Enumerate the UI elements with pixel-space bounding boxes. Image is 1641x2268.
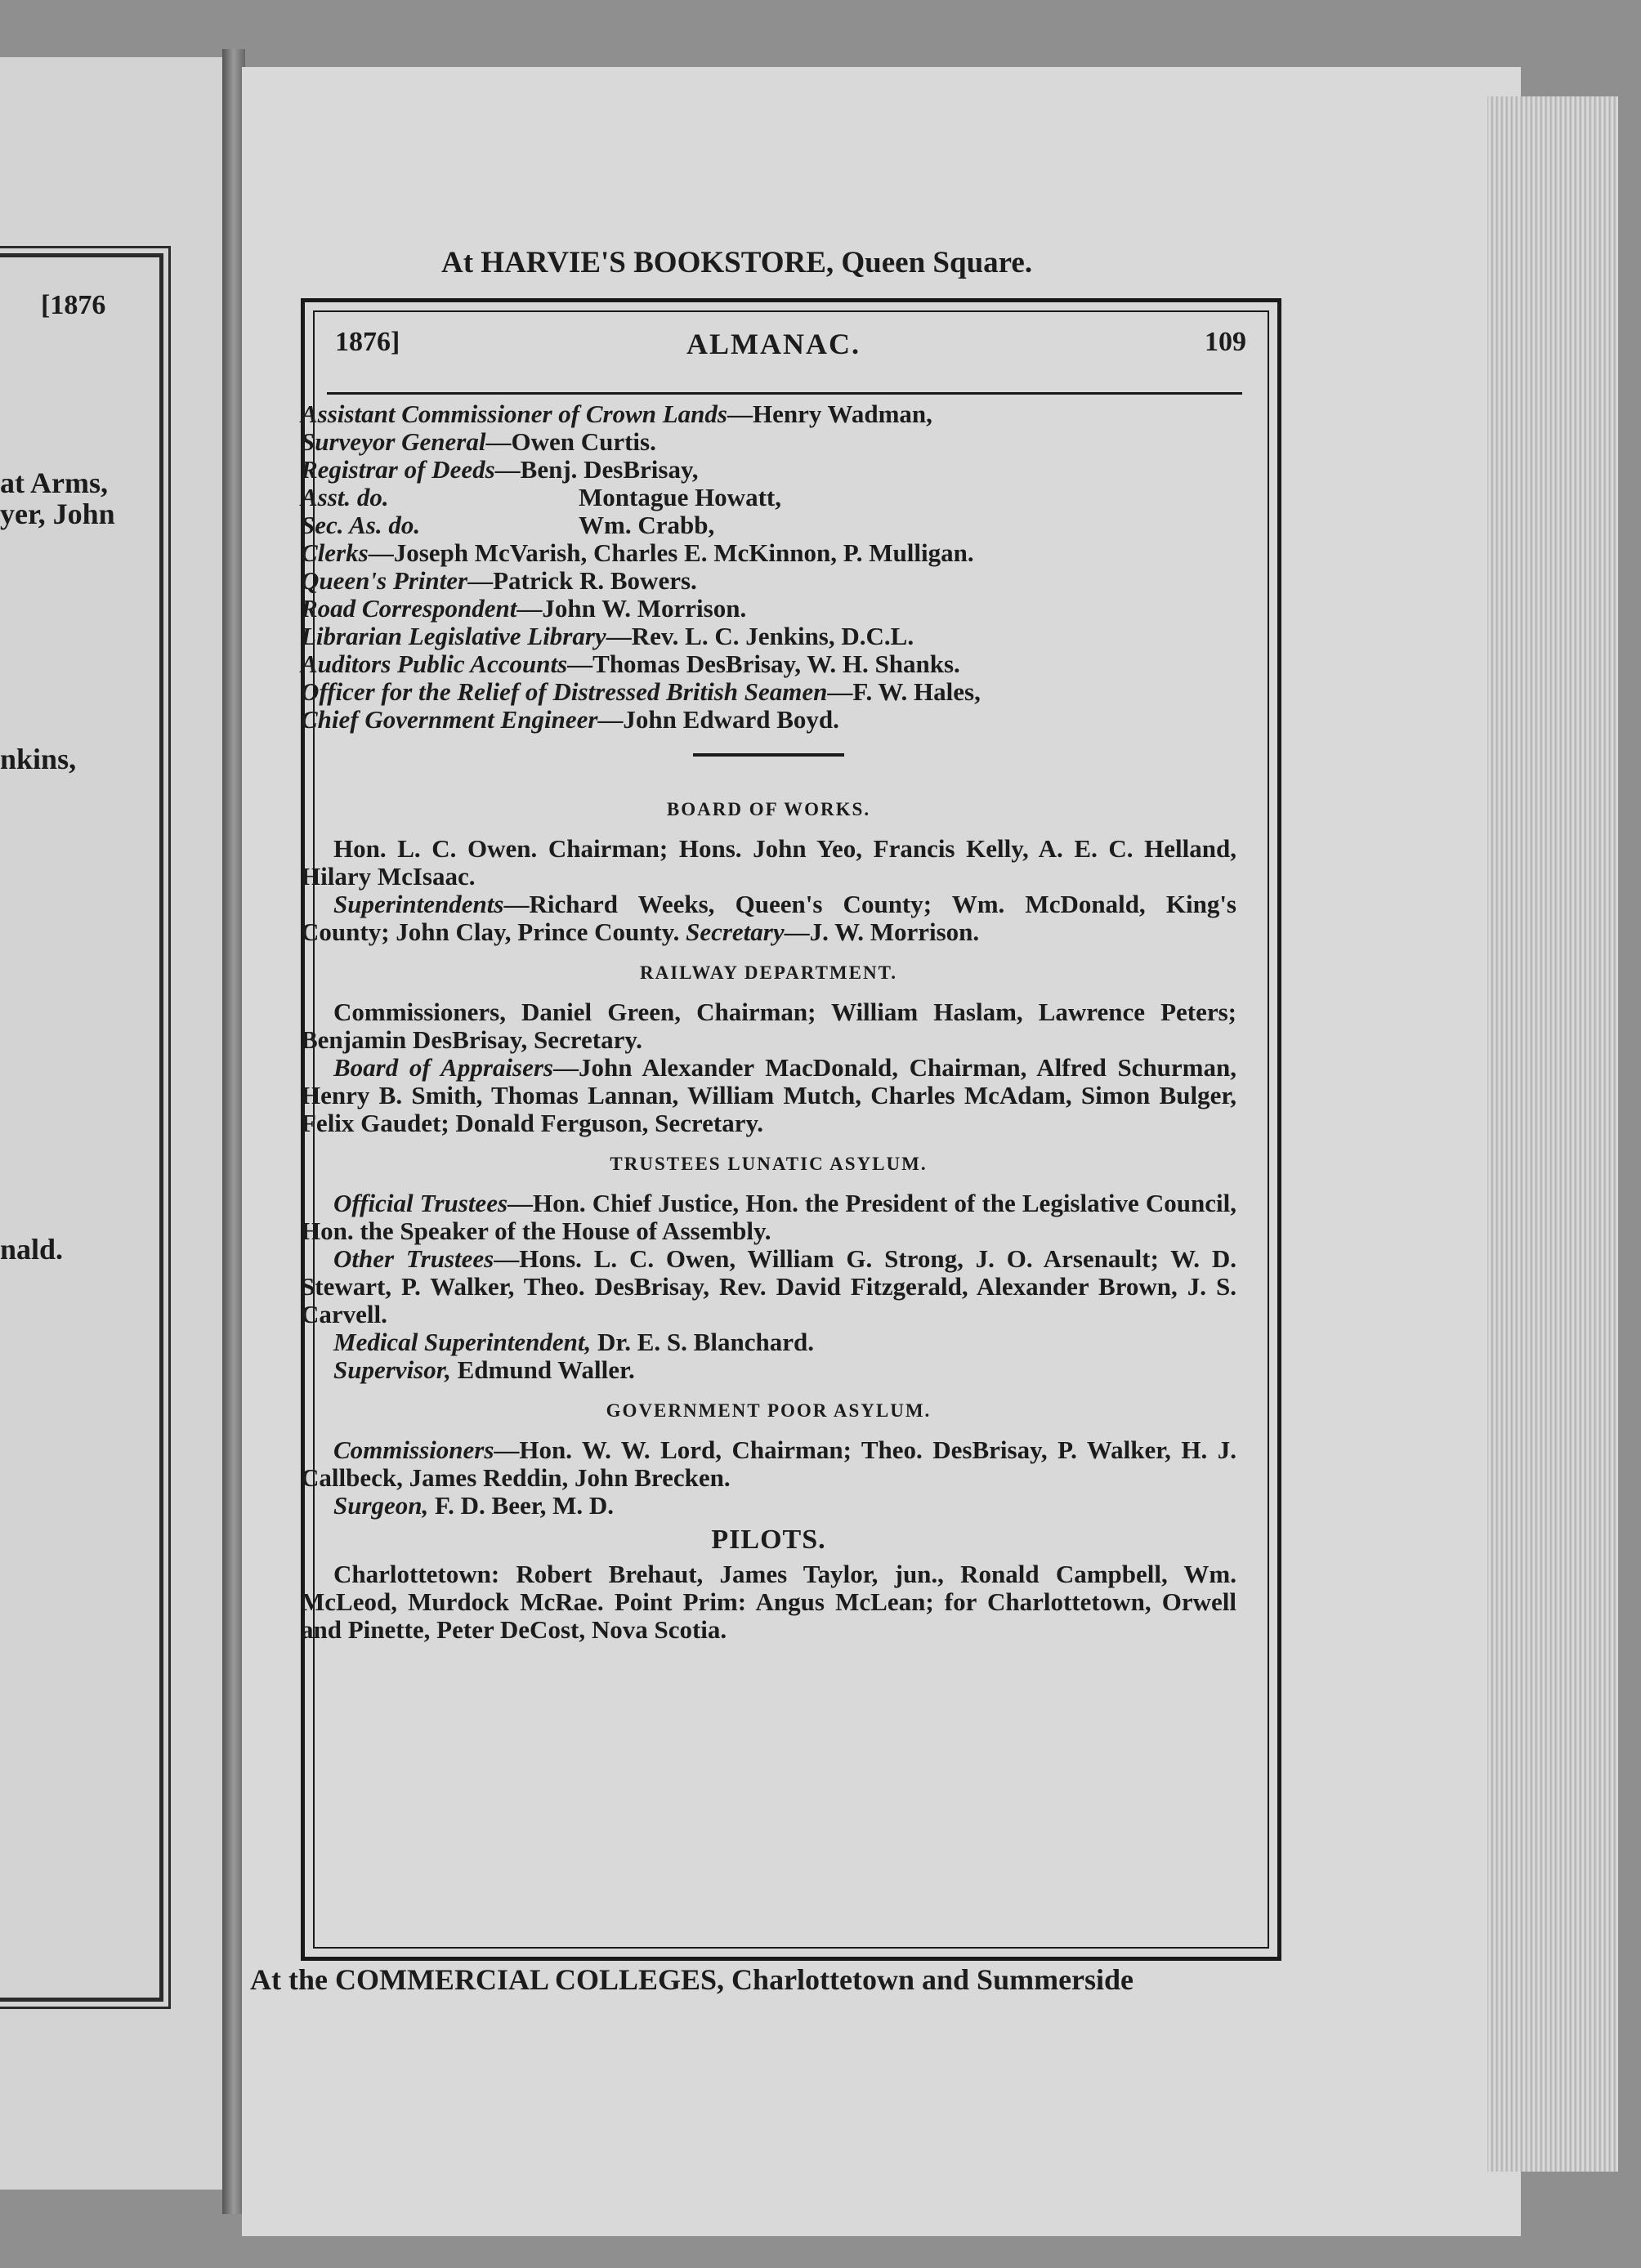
officer-title: Chief Government Engineer: [301, 705, 598, 734]
railway-commissioners: Commissioners, Daniel Green, Chairman; William Haslam, Lawrence Peters; Benjamin DesBrisay, Secretary.: [301, 998, 1236, 1054]
page-number: 109: [1205, 327, 1246, 357]
officer-entry: [301, 567, 1236, 595]
appraisers-text: —John Alexander MacDonald, Chairman, Alfred Schurman, Henry B. Smith, Thomas Lannan, William Mutch, Charles McAdam, Simon Bulger, Felix Gaudet; Donald Ferguson, Secretary.: [301, 1053, 1236, 1137]
previous-page-fragment: at Arms,: [0, 467, 108, 499]
running-head: [335, 327, 1246, 368]
secretary-label: Secretary: [686, 917, 785, 946]
officer-entry: [301, 511, 1236, 539]
officer-name: —Thomas DesBrisay, W. H. Shanks.: [567, 650, 960, 678]
officer-entry: [301, 706, 1236, 734]
section-heading-lunatic-asylum: TRUSTEES LUNATIC ASYLUM.: [610, 1154, 928, 1174]
officer-name: Wm. Crabb,: [579, 511, 715, 539]
official-trustees: [301, 1190, 1236, 1245]
officer-title: Auditors Public Accounts: [301, 650, 568, 678]
officer-name: Montague Howatt,: [579, 483, 781, 511]
page-edges: [1487, 96, 1618, 2172]
officer-title: Surveyor General: [301, 427, 486, 456]
previous-page-fragment: nald.: [0, 1233, 64, 1266]
officer-title: Registrar of Deeds: [301, 455, 495, 484]
officer-name: —Patrick R. Bowers.: [467, 566, 697, 595]
officer-name: —Benj. DesBrisay,: [494, 455, 699, 484]
officer-name: —Henry Wadman,: [727, 400, 932, 428]
board-of-works-members: Hon. L. C. Owen. Chairman; Hons. John Yeo, Francis Kelly, A. E. C. Helland, Hilary McIsaac.: [301, 834, 1236, 891]
page-content: [301, 400, 1236, 1644]
officer-entry: [301, 484, 1236, 511]
running-head-title: ALMANAC.: [686, 328, 861, 360]
officer-entry: [301, 595, 1236, 623]
officer-entry: [301, 623, 1236, 650]
section-heading-board-of-works: BOARD OF WORKS.: [666, 799, 871, 819]
supervisor: [301, 1356, 1236, 1384]
officer-title: Clerks: [301, 538, 369, 567]
official-trustees-label: Official Trustees: [333, 1189, 508, 1217]
officer-title: Asst. do.: [301, 483, 389, 511]
other-trustees-label: Other Trustees: [333, 1244, 494, 1273]
officer-title: Road Correspondent: [301, 594, 517, 623]
officer-entry: [301, 428, 1236, 456]
officers-list: [301, 400, 1236, 734]
header-rule: [327, 392, 1242, 395]
officer-title: Assistant Commissioner of Crown Lands: [301, 400, 727, 428]
superintendents-text: —Richard Weeks, Queen's County; Wm. McDonald, King's County; John Clay, Prince County.: [301, 890, 1236, 946]
officer-entry: [301, 650, 1236, 678]
official-trustees-text: —Hon. Chief Justice, Hon. the President of the Legislative Council, Hon. the Speaker of the House of Assembly.: [301, 1189, 1237, 1245]
previous-page-fragment: nkins,: [0, 743, 77, 775]
officer-name: —Rev. L. C. Jenkins, D.C.L.: [606, 622, 914, 650]
officer-title: Officer for the Relief of Distressed British Seamen: [301, 677, 828, 706]
railway-appraisers: [301, 1054, 1236, 1137]
poor-asylum-commissioners: [301, 1436, 1236, 1492]
secretary-text: —J. W. Morrison.: [784, 917, 980, 946]
header-advertisement: At HARVIE'S BOOKSTORE, Queen Square.: [441, 246, 1033, 279]
section-heading-railway: RAILWAY DEPARTMENT.: [640, 962, 897, 983]
section-heading-pilots: PILOTS.: [711, 1525, 826, 1555]
officer-title: Queen's Printer: [301, 566, 468, 595]
poor-asylum-surgeon: [301, 1492, 1236, 1520]
officer-name: —John W. Morrison.: [516, 594, 747, 623]
medical-superintendent: [301, 1328, 1236, 1356]
officer-name: —Joseph McVarish, Charles E. McKinnon, P. Mulligan.: [368, 538, 974, 567]
medical-superintendent-text: Dr. E. S. Blanchard.: [591, 1328, 814, 1356]
officer-entry: [301, 456, 1236, 484]
medical-superintendent-label: Medical Superintendent,: [333, 1328, 592, 1356]
officer-entry: [301, 400, 1236, 428]
board-of-works-superintendents: [301, 891, 1236, 946]
other-trustees-text: —Hons. L. C. Owen, William G. Strong, J. O. Arsenault; W. D. Stewart, P. Walker, Theo. DesBrisay, Rev. David Fitzgerald, Alexander Brown, J. S. Carvell.: [301, 1244, 1236, 1328]
other-trustees: [301, 1245, 1236, 1328]
officer-entry: [301, 678, 1236, 706]
officer-name: —F. W. Hales,: [827, 677, 981, 706]
footer-advertisement: At the COMMERCIAL COLLEGES, Charlottetown and Summerside: [250, 1963, 1134, 1996]
surgeon-text: F. D. Beer, M. D.: [428, 1491, 615, 1520]
officer-name: —Owen Curtis.: [485, 427, 656, 456]
commissioners-label: Commissioners: [333, 1435, 494, 1464]
section-heading-poor-asylum: GOVERNMENT POOR ASYLUM.: [606, 1400, 932, 1421]
officer-entry: [301, 539, 1236, 567]
previous-page-year: [1876: [41, 290, 106, 320]
officer-title: Sec. As. do.: [301, 511, 421, 539]
running-head-year: 1876]: [335, 327, 400, 357]
appraisers-label: Board of Appraisers: [333, 1053, 553, 1082]
commissioners-text: —Hon. W. W. Lord, Chairman; Theo. DesBrisay, P. Walker, H. J. Callbeck, James Reddin, John Brecken.: [301, 1435, 1236, 1492]
supervisor-label: Supervisor,: [333, 1355, 451, 1384]
superintendents-label: Superintendents: [333, 890, 504, 918]
surgeon-label: Surgeon,: [333, 1491, 429, 1520]
previous-page-fragment: yer, John: [0, 498, 115, 530]
supervisor-text: Edmund Waller.: [450, 1355, 635, 1384]
previous-page: [0, 57, 233, 2190]
officer-name: —John Edward Boyd.: [597, 705, 839, 734]
pilots-list: Charlottetown: Robert Brehaut, James Taylor, jun., Ronald Campbell, Wm. McLeod, Murdock McRae. Point Prim: Angus McLean; for Charlottetown, Orwell and Pinette, Peter DeCost, Nova Scotia.: [301, 1560, 1236, 1644]
section-divider: [693, 753, 844, 757]
officer-title: Librarian Legislative Library: [301, 622, 606, 650]
